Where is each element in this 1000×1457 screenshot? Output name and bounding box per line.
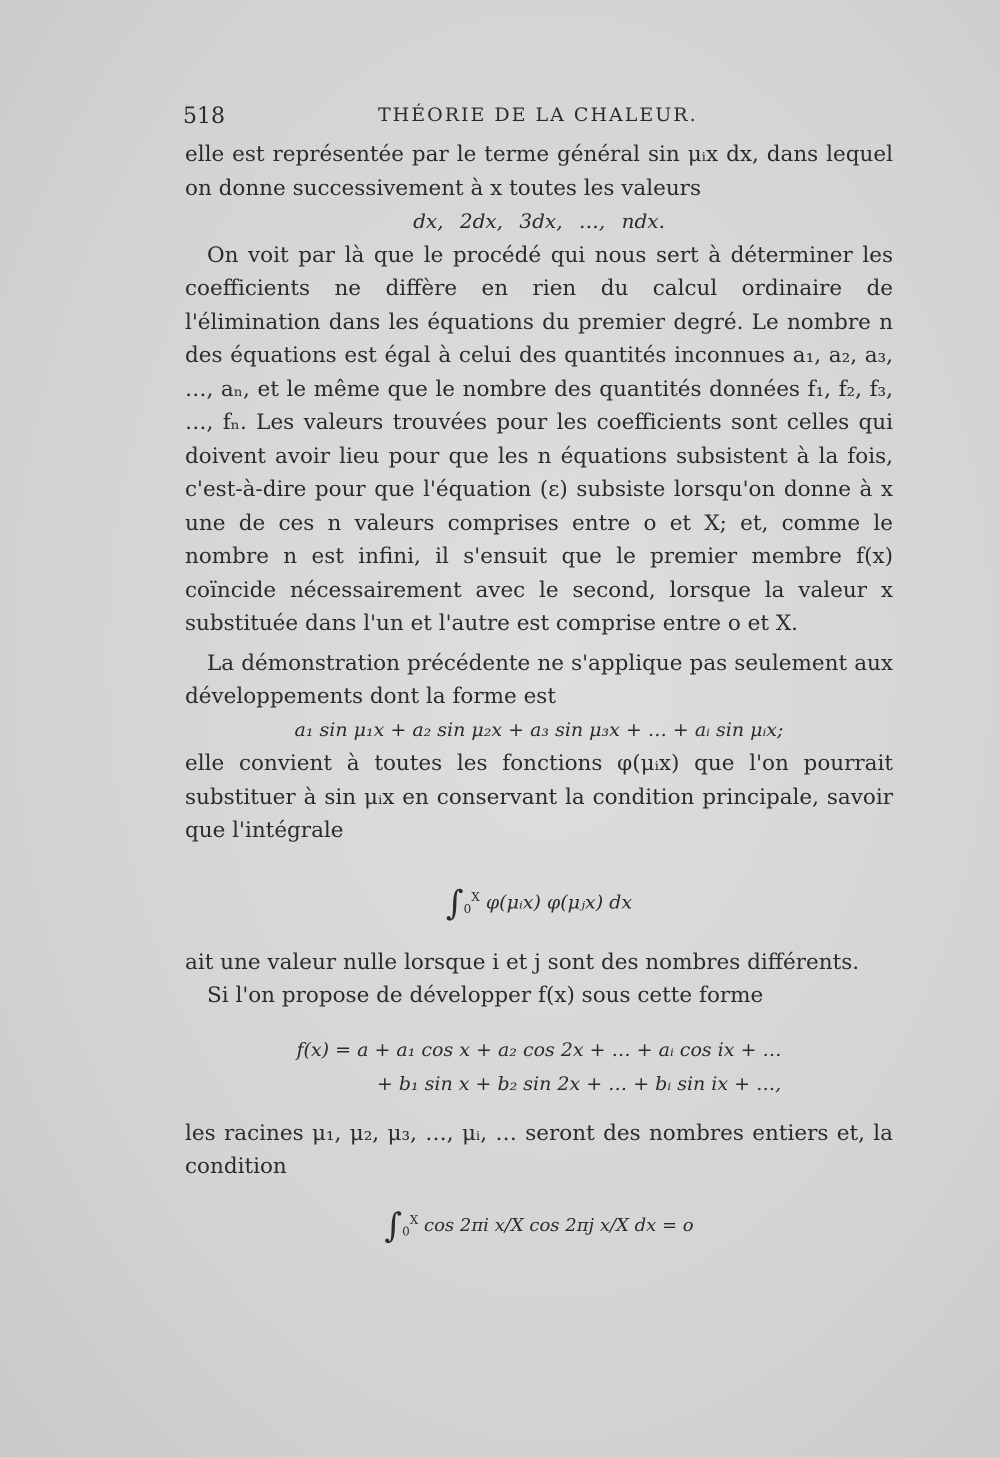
page-number: 518 bbox=[183, 104, 225, 129]
formula-integral-phi bbox=[185, 862, 893, 932]
paragraph-5: ait une valeur nulle lorsque i et j sont des nombres différents. bbox=[185, 949, 860, 975]
integral-upper-limit: X bbox=[471, 889, 480, 904]
formula-dx-series: dx, 2dx, 3dx, …, ndx. bbox=[413, 209, 665, 233]
integral-sign: ∫ bbox=[384, 1205, 403, 1246]
paragraph-4: elle convient à toutes les fonctions φ(μᵢx) que l'on pourrait substituer à sin μᵢx en conservant la condition principale, savoir que l'intégrale bbox=[185, 751, 893, 843]
page-header bbox=[183, 104, 893, 134]
paragraph-7: les racines μ₁, μ₂, μ₃, …, μᵢ, … seront des nombres entiers et, la condition bbox=[185, 1120, 893, 1179]
formula-line-1: f(x) = a + a₁ cos x + a₂ cos 2x + … + aᵢ cos ix + … bbox=[296, 1038, 782, 1061]
formula-line-2: + b₁ sin x + b₂ sin 2x + … + bᵢ sin ix + …, bbox=[376, 1072, 782, 1095]
integral-upper-limit: X bbox=[409, 1212, 419, 1227]
integral-lower-limit: 0 bbox=[402, 1224, 410, 1239]
integral-lower-limit: 0 bbox=[463, 901, 472, 916]
integrand: φ(μᵢx) φ(μⱼx) dx bbox=[485, 890, 633, 913]
paragraph-6: Si l'on propose de développer f(x) sous cette forme bbox=[207, 983, 764, 1008]
paragraph-1: elle est représentée par le terme général sin μᵢx dx, dans lequel on donne successivement à x toutes les valeurs bbox=[185, 142, 893, 201]
integrand: cos 2πi x/X cos 2πj x/X dx = o bbox=[424, 1214, 694, 1236]
formula-fourier-series bbox=[185, 1033, 893, 1101]
paragraph-3: La démonstration précédente ne s'applique pas seulement aux développements dont la forme est bbox=[185, 650, 893, 709]
formula-sine-series: a₁ sin μ₁x + a₂ sin μ₂x + a₃ sin μ₃x + … + aᵢ sin μᵢx; bbox=[294, 718, 784, 741]
formula-integral-cos bbox=[185, 1190, 893, 1250]
running-head: THÉORIE DE LA CHALEUR. bbox=[378, 104, 698, 126]
paragraph-2: On voit par là que le procédé qui nous sert à déterminer les coefficients ne diffère en rien du calcul ordinaire de l'élimination dans les équations du premier degré. Le nombre n des équations est égal à celui des quantités inconnues a₁, a₂, a₃, …, aₙ, et le même que le nombre des quantités données f₁, f₂, f₃, …, fₙ. Les valeurs trouvées pour les coefficients sont celles qui doivent avoir lieu pour que les n équations subsistent à la fois, c'est-à-dire pour que l'équation (ε) subsiste lorsqu'on donne à x une de ces n valeurs comprises entre o et X; et, comme le nombre n est infini, il s'ensuit que le premier membre f(x) coïncide nécessairement avec le second, lorsque la valeur x substituée dans l'un et l'autre est comprise entre o et X. bbox=[185, 242, 893, 636]
page-body bbox=[185, 138, 893, 1250]
integral-sign: ∫ bbox=[445, 882, 464, 923]
